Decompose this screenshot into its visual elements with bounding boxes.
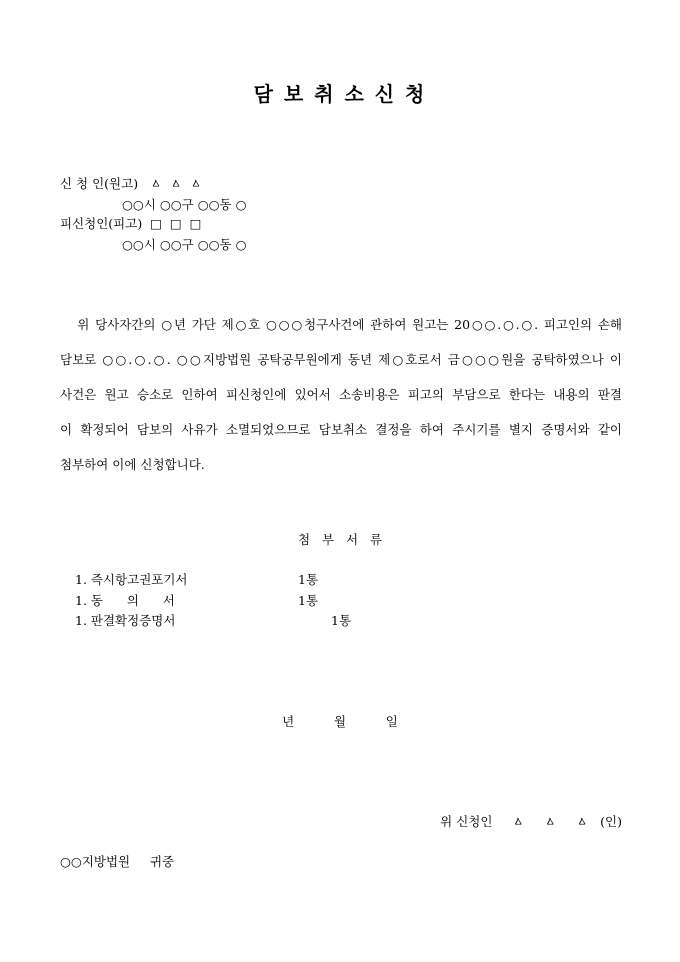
- attachment-2-name: 1. 동 의 서: [75, 593, 175, 608]
- applicant-label: 신 청 인(원고) ㅿ ㅿ ㅿ: [60, 176, 203, 191]
- respondent-address: ○○시 ○○구 ○○동 ○: [122, 237, 247, 252]
- applicant-address: ○○시 ○○구 ○○동 ○: [122, 197, 247, 212]
- attachments-heading: 첨 부 서 류: [297, 532, 383, 547]
- date-line: 년 월 일: [282, 714, 398, 729]
- signature-line: 위 신청인 ㅿ ㅿ ㅿ (인): [440, 814, 622, 829]
- attachment-3-count: 1통: [331, 613, 352, 628]
- respondent-label: 피신청인(피고) □ □ □: [60, 216, 202, 231]
- court-addressee: ○○지방법원 귀중: [60, 854, 175, 869]
- attachment-1-count: 1통: [298, 572, 319, 587]
- attachment-2-count: 1통: [298, 593, 319, 608]
- body-line-5: 첨부하여 이에 신청합니다.: [60, 457, 205, 472]
- body-line-2: 담보로 ○○.○.○. ○○지방법원 공탁공무원에게 동년 제○호로서 금○○○원을 공탁하였으나 이: [60, 352, 622, 367]
- body-line-4: 이 확정되어 담보의 사유가 소멸되었으므로 담보취소 결정을 하여 주시기를 별지 증명서와 같이: [60, 422, 622, 437]
- body-line-3: 사건은 원고 승소로 인하여 피신청인에 있어서 소송비용은 피고의 부담으로 한다는 내용의 판결: [60, 387, 622, 402]
- body-line-1: 위 당사자간의 ○년 가단 제○호 ○○○청구사건에 관하여 원고는 20○○.○.○. 피고인의 손해: [60, 317, 622, 332]
- attachment-3-name: 1. 판결확정증명서: [75, 613, 176, 628]
- attachment-1-name: 1. 즉시항고권포기서: [75, 572, 188, 587]
- document-title: 담 보 취 소 신 청: [253, 82, 427, 106]
